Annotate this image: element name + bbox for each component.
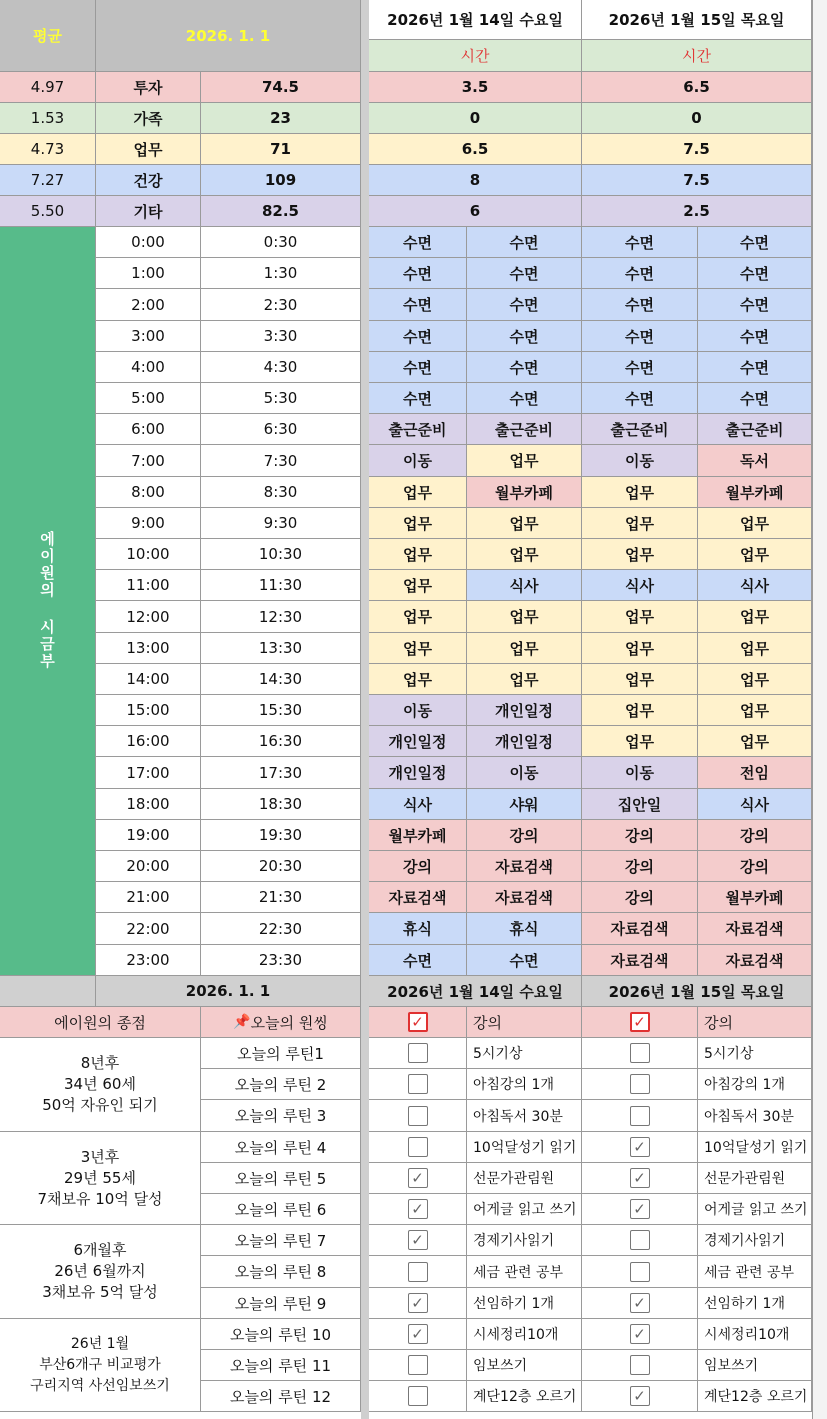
avg-header: 평균 [0,0,96,72]
summary-day1: 8 [369,165,582,196]
summary-avg: 4.73 [0,134,96,165]
time-half: 0:30 [201,227,361,258]
activity-cell[interactable]: 수면 [467,289,582,321]
time-start: 22:00 [96,913,201,945]
activity-cell[interactable]: 자료검색 [369,882,467,913]
routine-checkbox[interactable]: ✓ [630,1386,650,1406]
activity-cell[interactable]: 전임 [698,757,812,789]
routine-checkbox[interactable]: ✓ [630,1199,650,1219]
routine-checkbox[interactable] [630,1106,650,1126]
routine-check-day2 [582,1225,698,1256]
activity-cell[interactable]: 강의 [698,820,812,851]
time-half: 3:30 [201,321,361,352]
summary-avg: 7.27 [0,165,96,196]
routine-checkbox[interactable]: ✓ [630,1137,650,1157]
summary-day1: 3.5 [369,72,582,103]
routine-task-day1: 시세정리10개 [467,1319,582,1350]
activity-cell[interactable]: 수면 [582,352,698,383]
routine-check-day1 [369,1163,467,1194]
routine-name: 오늘의 루틴 5 [201,1163,361,1194]
activity-cell[interactable]: 월부카페 [467,477,582,508]
time-half: 8:30 [201,477,361,508]
activity-cell[interactable]: 수면 [467,321,582,352]
routine-task-day2: 선임하기 1개 [698,1288,812,1319]
activity-cell[interactable]: 휴식 [467,913,582,945]
activity-cell[interactable]: 수면 [698,289,812,321]
activity-cell[interactable]: 수면 [582,321,698,352]
time-half: 18:30 [201,789,361,820]
activity-cell[interactable]: 업무 [698,539,812,570]
activity-cell[interactable]: 수면 [369,227,467,258]
routine-check-day1 [369,1100,467,1132]
activity-cell[interactable]: 업무 [582,477,698,508]
time-half: 21:30 [201,882,361,913]
time-start: 6:00 [96,414,201,445]
activity-cell[interactable]: 자료검색 [467,851,582,882]
activity-cell[interactable]: 자료검색 [582,913,698,945]
routine-checkbox[interactable] [408,1074,428,1094]
time-half: 19:30 [201,820,361,851]
time-start: 14:00 [96,664,201,695]
routine-name: 오늘의 루틴 3 [201,1100,361,1132]
time-start: 10:00 [96,539,201,570]
routine-checkbox[interactable] [408,1106,428,1126]
activity-cell[interactable]: 업무 [467,445,582,477]
activity-cell[interactable]: 출근준비 [698,414,812,445]
time-half: 17:30 [201,757,361,789]
time-start: 13:00 [96,633,201,664]
routine-checkbox[interactable] [408,1043,428,1063]
routine-name: 오늘의 루틴 11 [201,1350,361,1381]
activity-cell[interactable]: 수면 [467,227,582,258]
activity-cell[interactable]: 수면 [467,258,582,289]
time-half: 15:30 [201,695,361,726]
routine-checkbox[interactable] [630,1355,650,1375]
routine-task-day2: 임보쓰기 [698,1350,812,1381]
time-start: 15:00 [96,695,201,726]
activity-cell[interactable]: 식사 [698,789,812,820]
goal-cell: 8년후 34년 60세 50억 자유인 되기 [0,1038,201,1132]
routine-task-day1: 아침독서 30분 [467,1100,582,1132]
routine-task-day2: 선문가관림원 [698,1163,812,1194]
routine-name: 오늘의 루틴 10 [201,1319,361,1350]
routine-name: 오늘의 루틴1 [201,1038,361,1069]
summary-day2: 0 [582,103,812,134]
time-start: 11:00 [96,570,201,601]
time-start: 3:00 [96,321,201,352]
activity-cell[interactable]: 이동 [369,695,467,726]
routine-name: 오늘의 루틴 2 [201,1069,361,1100]
routine-checkbox[interactable] [630,1043,650,1063]
activity-cell[interactable]: 수면 [369,945,467,976]
time-subheader: 시간 [369,40,582,72]
routine-checkbox[interactable] [630,1230,650,1250]
lecture-label: 강의 [698,1007,812,1038]
summary-day2: 7.5 [582,165,812,196]
activity-cell[interactable]: 업무 [582,633,698,664]
activity-cell[interactable]: 업무 [582,539,698,570]
time-start: 2:00 [96,289,201,321]
routine-checkbox[interactable] [630,1262,650,1282]
activity-cell[interactable]: 업무 [582,726,698,757]
routine-check-day1 [369,1256,467,1288]
activity-cell[interactable]: 개인일정 [369,757,467,789]
activity-cell[interactable]: 강의 [582,882,698,913]
routine-name: 오늘의 루틴 12 [201,1381,361,1412]
activity-cell[interactable]: 업무 [369,508,467,539]
routine-checkbox[interactable] [408,1355,428,1375]
routine-checkbox[interactable]: ✓ [408,1199,428,1219]
routine-check-day1 [369,1288,467,1319]
routine-task-day1: 경제기사읽기 [467,1225,582,1256]
side-label [0,227,96,976]
day-title: 2026년 1월 14일 수요일 [369,0,582,40]
summary-category: 건강 [96,165,201,196]
activity-cell[interactable]: 업무 [467,601,582,633]
pin-icon: 📌 [233,1014,251,1030]
routine-check-day1 [369,1225,467,1256]
activity-cell[interactable]: 자료검색 [698,945,812,976]
time-half: 16:30 [201,726,361,757]
routine-check-day2 [582,1069,698,1100]
routine-task-day2: 경제기사읽기 [698,1225,812,1256]
routine-check-day2 [582,1381,698,1412]
activity-cell[interactable]: 출근준비 [467,414,582,445]
time-start: 4:00 [96,352,201,383]
time-half: 12:30 [201,601,361,633]
activity-cell[interactable]: 업무 [582,508,698,539]
footer-day-title: 2026년 1월 15일 목요일 [582,976,812,1007]
activity-cell[interactable]: 개인일정 [467,726,582,757]
footer-day-title: 2026년 1월 14일 수요일 [369,976,582,1007]
summary-total: 82.5 [201,196,361,227]
activity-cell[interactable]: 업무 [698,726,812,757]
goal-cell: 3년후 29년 55세 7채보유 10억 달성 [0,1132,201,1225]
activity-cell[interactable]: 업무 [467,539,582,570]
routine-checkbox[interactable] [408,1137,428,1157]
summary-day1: 6 [369,196,582,227]
activity-cell[interactable]: 강의 [369,851,467,882]
routine-task-day1: 선임하기 1개 [467,1288,582,1319]
routine-check-day1 [369,1132,467,1163]
routine-task-day2: 아침독서 30분 [698,1100,812,1132]
summary-avg: 1.53 [0,103,96,134]
time-start: 9:00 [96,508,201,539]
activity-cell[interactable]: 수면 [467,352,582,383]
summary-category: 가족 [96,103,201,134]
time-half: 5:30 [201,383,361,414]
footer-date: 2026. 1. 1 [96,976,361,1007]
routine-task-day2: 5시기상 [698,1038,812,1069]
activity-cell[interactable]: 수면 [369,258,467,289]
time-half: 10:30 [201,539,361,570]
summary-category: 투자 [96,72,201,103]
routine-checkbox[interactable]: ✓ [630,1293,650,1313]
activity-cell[interactable]: 업무 [582,601,698,633]
activity-cell[interactable]: 업무 [369,570,467,601]
activity-cell[interactable]: 자료검색 [698,913,812,945]
summary-day1: 0 [369,103,582,134]
activity-cell[interactable]: 수면 [698,321,812,352]
time-half: 11:30 [201,570,361,601]
routine-header-label: 오늘의 원씽 [250,1013,328,1032]
activity-cell[interactable]: 강의 [467,820,582,851]
activity-cell[interactable]: 수면 [369,383,467,414]
routine-check-day2 [582,1194,698,1225]
time-half: 2:30 [201,289,361,321]
activity-cell[interactable]: 자료검색 [582,945,698,976]
routine-name: 오늘의 루틴 8 [201,1256,361,1288]
summary-avg: 4.97 [0,72,96,103]
summary-category: 기타 [96,196,201,227]
time-start: 16:00 [96,726,201,757]
activity-cell[interactable]: 업무 [698,633,812,664]
time-start: 21:00 [96,882,201,913]
routine-check-day2 [582,1288,698,1319]
routine-task-day2: 어게글 읽고 쓰기 [698,1194,812,1225]
time-start: 19:00 [96,820,201,851]
activity-cell[interactable]: 업무 [698,664,812,695]
time-half: 23:30 [201,945,361,976]
routine-check-day2 [582,1132,698,1163]
routine-name: 오늘의 루틴 7 [201,1225,361,1256]
lecture-checkbox[interactable]: ✓ [630,1012,650,1032]
routine-task-day2: 10억달성기 읽기 [698,1132,812,1163]
routine-task-day1: 어게글 읽고 쓰기 [467,1194,582,1225]
activity-cell[interactable]: 업무 [698,695,812,726]
activity-cell[interactable]: 수면 [582,289,698,321]
time-half: 7:30 [201,445,361,477]
routine-check-day2 [582,1038,698,1069]
routine-checkbox[interactable]: ✓ [408,1168,428,1188]
time-half: 14:30 [201,664,361,695]
activity-cell[interactable]: 수면 [369,352,467,383]
activity-cell[interactable]: 업무 [698,508,812,539]
routine-check-day2 [582,1350,698,1381]
activity-cell[interactable]: 업무 [369,633,467,664]
summary-total: 109 [201,165,361,196]
routine-task-day1: 계단12층 오르기 [467,1381,582,1412]
column-separator [361,0,369,1419]
summary-avg: 5.50 [0,196,96,227]
activity-cell[interactable]: 업무 [467,508,582,539]
routine-task-day1: 선문가관림원 [467,1163,582,1194]
activity-cell[interactable]: 수면 [369,321,467,352]
routine-checkbox[interactable]: ✓ [630,1168,650,1188]
activity-cell[interactable]: 식사 [582,570,698,601]
activity-cell[interactable]: 출근준비 [582,414,698,445]
routine-check-day2 [582,1163,698,1194]
activity-cell[interactable]: 강의 [582,851,698,882]
lecture-check-cell [369,1007,467,1038]
time-half: 13:30 [201,633,361,664]
routine-checkbox[interactable]: ✓ [408,1293,428,1313]
activity-cell[interactable]: 수면 [582,258,698,289]
activity-cell[interactable]: 업무 [369,664,467,695]
summary-total: 23 [201,103,361,134]
activity-cell[interactable]: 수면 [698,352,812,383]
activity-cell[interactable]: 수면 [698,227,812,258]
routine-check-day1 [369,1350,467,1381]
activity-cell[interactable]: 출근준비 [369,414,467,445]
time-start: 20:00 [96,851,201,882]
summary-day2: 7.5 [582,134,812,165]
goal-cell: 26년 1월 부산6개구 비교평가 구리지역 사선임보쓰기 [0,1319,201,1412]
routine-check-day1 [369,1319,467,1350]
routine-check-day2 [582,1319,698,1350]
next-column-edge [812,0,827,1419]
lecture-label: 강의 [467,1007,582,1038]
activity-cell[interactable]: 수면 [467,383,582,414]
routine-check-day1 [369,1069,467,1100]
time-start: 7:00 [96,445,201,477]
activity-cell[interactable]: 자료검색 [467,882,582,913]
activity-cell[interactable]: 월부카페 [698,882,812,913]
routine-task-day1: 아침강의 1개 [467,1069,582,1100]
routine-task-day2: 아침강의 1개 [698,1069,812,1100]
time-half: 4:30 [201,352,361,383]
activity-cell[interactable]: 샤워 [467,789,582,820]
routine-task-day1: 5시기상 [467,1038,582,1069]
activity-cell[interactable]: 업무 [369,477,467,508]
time-subheader: 시간 [582,40,812,72]
routine-task-day2: 세금 관련 공부 [698,1256,812,1288]
routine-name: 오늘의 루틴 9 [201,1288,361,1319]
activity-cell[interactable]: 업무 [369,601,467,633]
time-start: 17:00 [96,757,201,789]
activity-cell[interactable]: 업무 [698,601,812,633]
time-half: 22:30 [201,913,361,945]
time-start: 12:00 [96,601,201,633]
activity-cell[interactable]: 수면 [582,227,698,258]
routine-task-day1: 임보쓰기 [467,1350,582,1381]
routine-checkbox[interactable] [408,1262,428,1282]
activity-cell[interactable]: 수면 [467,945,582,976]
routine-name: 오늘의 루틴 6 [201,1194,361,1225]
side-label-text: 에이원의 시금부 [38,531,56,671]
time-start: 1:00 [96,258,201,289]
activity-cell[interactable]: 월부카페 [698,477,812,508]
activity-cell[interactable]: 강의 [582,820,698,851]
routine-task-day1: 10억달성기 읽기 [467,1132,582,1163]
routine-check-day1 [369,1194,467,1225]
summary-day2: 6.5 [582,72,812,103]
footer-blank [0,976,96,1007]
routine-check-day1 [369,1038,467,1069]
routine-check-day2 [582,1256,698,1288]
activity-cell[interactable]: 업무 [467,633,582,664]
activity-cell[interactable]: 독서 [698,445,812,477]
day-title: 2026년 1월 15일 목요일 [582,0,812,40]
activity-cell[interactable]: 수면 [369,289,467,321]
time-start: 5:00 [96,383,201,414]
summary-total: 71 [201,134,361,165]
activity-cell[interactable]: 이동 [369,445,467,477]
time-start: 0:00 [96,227,201,258]
routine-checkbox[interactable] [630,1074,650,1094]
routine-check-day1 [369,1381,467,1412]
routine-checkbox[interactable]: ✓ [408,1230,428,1250]
activity-cell[interactable]: 수면 [582,383,698,414]
routine-name: 오늘의 루틴 4 [201,1132,361,1163]
activity-cell[interactable]: 수면 [698,258,812,289]
activity-cell[interactable]: 이동 [582,445,698,477]
routine-checkbox[interactable] [408,1386,428,1406]
routine-task-day1: 세금 관련 공부 [467,1256,582,1288]
lecture-checkbox[interactable]: ✓ [408,1012,428,1032]
time-start: 18:00 [96,789,201,820]
activity-cell[interactable]: 이동 [467,757,582,789]
time-half: 9:30 [201,508,361,539]
activity-cell[interactable]: 식사 [698,570,812,601]
activity-cell[interactable]: 식사 [467,570,582,601]
activity-cell[interactable]: 강의 [698,851,812,882]
goal-header: 에이원의 종점 [0,1007,201,1038]
activity-cell[interactable]: 업무 [369,539,467,570]
routine-checkbox[interactable]: ✓ [630,1324,650,1344]
routine-checkbox[interactable]: ✓ [408,1324,428,1344]
time-start: 23:00 [96,945,201,976]
activity-cell[interactable]: 업무 [582,695,698,726]
date-header: 2026. 1. 1 [96,0,361,72]
summary-day2: 2.5 [582,196,812,227]
routine-header [201,1007,361,1038]
summary-category: 업무 [96,134,201,165]
activity-cell[interactable]: 업무 [467,664,582,695]
activity-cell[interactable]: 수면 [698,383,812,414]
routine-task-day2: 시세정리10개 [698,1319,812,1350]
activity-cell[interactable]: 식사 [369,789,467,820]
summary-day1: 6.5 [369,134,582,165]
lecture-check-cell [582,1007,698,1038]
activity-cell[interactable]: 업무 [582,664,698,695]
activity-cell[interactable]: 월부카페 [369,820,467,851]
activity-cell[interactable]: 개인일정 [467,695,582,726]
goal-cell: 6개월후 26년 6월까지 3채보유 5억 달성 [0,1225,201,1319]
summary-total: 74.5 [201,72,361,103]
routine-check-day2 [582,1100,698,1132]
activity-cell[interactable]: 집안일 [582,789,698,820]
activity-cell[interactable]: 개인일정 [369,726,467,757]
time-half: 1:30 [201,258,361,289]
routine-task-day2: 계단12층 오르기 [698,1381,812,1412]
activity-cell[interactable]: 휴식 [369,913,467,945]
activity-cell[interactable]: 이동 [582,757,698,789]
time-half: 20:30 [201,851,361,882]
time-start: 8:00 [96,477,201,508]
time-half: 6:30 [201,414,361,445]
